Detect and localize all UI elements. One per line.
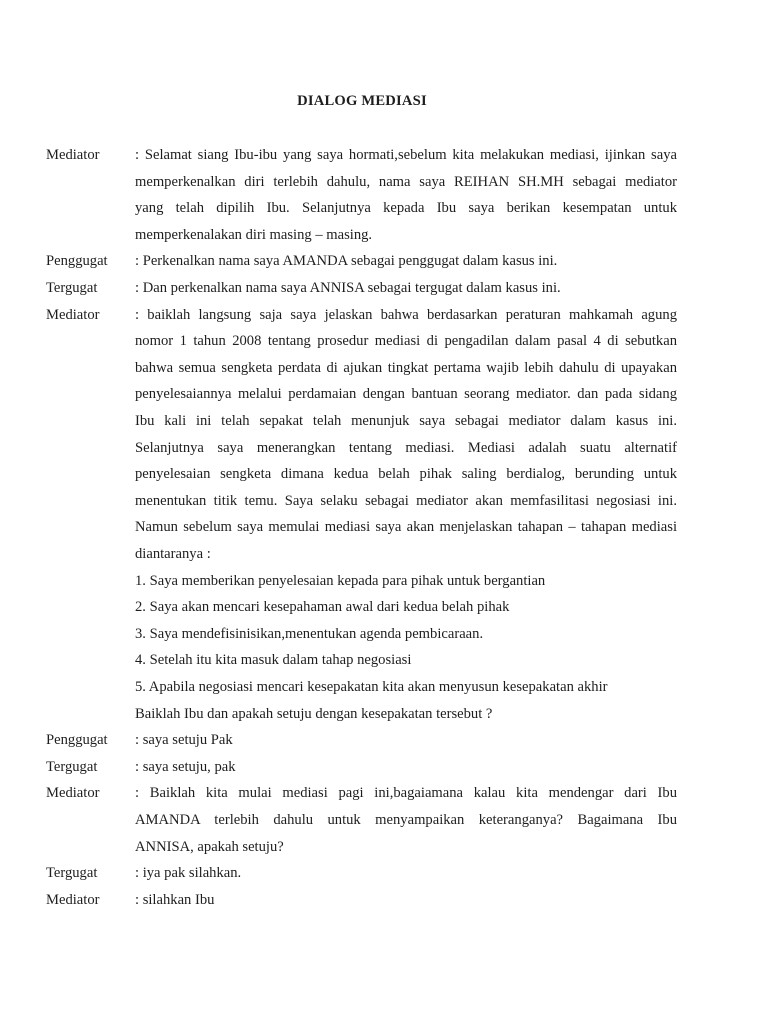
speaker-label: Tergugat <box>46 758 98 775</box>
dialog-utterance <box>135 248 677 275</box>
utterance-line: : saya setuju Pak <box>135 732 233 749</box>
utterance-line: 3. Saya mendefisinisikan,menentukan agenda pembicaraan. <box>135 625 484 642</box>
utterance-line: memperkenalakan diri masing – masing. <box>135 226 373 243</box>
dialog-utterance <box>135 754 677 781</box>
speaker-label: Penggugat <box>46 732 108 749</box>
dialog-utterance <box>135 275 677 302</box>
utterance-line: AMANDA terlebih dahulu untuk menyampaikan keteranganya? Bagaimana Ibu <box>135 811 677 828</box>
dialog-utterance <box>135 727 677 754</box>
utterance-line: : iya pak silahkan. <box>135 865 242 882</box>
utterance-line: 1. Saya memberikan penyelesaian kepada para pihak untuk bergantian <box>135 572 546 589</box>
utterance-line: yang telah dipilih Ibu. Selanjutnya kepada Ibu saya berikan kesempatan untuk <box>135 200 677 217</box>
utterance-line: Baiklah Ibu dan apakah setuju dengan kesepakatan tersebut ? <box>135 705 493 722</box>
utterance-line: ANNISA, apakah setuju? <box>135 838 284 855</box>
speaker-label: Mediator <box>46 891 100 908</box>
utterance-line: : Selamat siang Ibu-ibu yang saya hormati,sebelum kita melakukan mediasi, ijinkan saya <box>135 147 677 163</box>
dialog-utterance <box>135 860 677 887</box>
utterance-line: bahwa semua sengketa perdata di ajukan tingkat pertama wajib lebih dahulu di upayakan <box>135 359 677 376</box>
speaker-label: Tergugat <box>46 865 98 882</box>
speaker-label: Mediator <box>46 785 100 802</box>
utterance-line: : Perkenalkan nama saya AMANDA sebagai penggugat dalam kasus ini. <box>135 253 558 270</box>
speaker-label: Mediator <box>46 147 100 163</box>
utterance-line: menentukan titik temu. Saya selaku sebagai mediator akan memfasilitasi negosiasi ini. <box>135 492 677 509</box>
speaker-label: Tergugat <box>46 280 98 296</box>
utterance-line: Namun sebelum saya memulai mediasi saya akan menjelaskan tahapan – tahapan mediasi <box>135 519 677 536</box>
utterance-line: 4. Setelah itu kita masuk dalam tahap negosiasi <box>135 652 412 669</box>
dialog-utterance <box>135 302 677 728</box>
utterance-line: memperkenalkan diri terlebih dahulu, nama saya REIHAN SH.MH sebagai mediator <box>135 173 677 190</box>
utterance-line: : Dan perkenalkan nama saya ANNISA sebagai tergugat dalam kasus ini. <box>135 280 561 296</box>
utterance-line: diantaranya : <box>135 545 211 562</box>
speaker-label: Mediator <box>46 306 100 323</box>
dialog-utterance <box>135 142 677 248</box>
utterance-line: : Baiklah kita mulai mediasi pagi ini,bagaiamana kalau kita mendengar dari Ibu <box>135 785 677 802</box>
utterance-line: Selanjutnya saya menerangkan tentang mediasi. Mediasi adalah suatu alternatif <box>135 439 677 456</box>
utterance-line: Ibu kali ini telah sepakat telah menunjuk saya sebagai mediator dalam kasus ini. <box>135 412 677 429</box>
utterance-line: penyelesaian sengketa dimana kedua belah pihak saling berdialog, berunding untuk <box>135 466 677 483</box>
speaker-label: Penggugat <box>46 253 108 270</box>
utterance-line: : saya setuju, pak <box>135 758 236 775</box>
utterance-line: nomor 1 tahun 2008 tentang prosedur mediasi di pengadilan dalam pasal 4 di sebutkan <box>135 333 677 350</box>
utterance-line: : silahkan Ibu <box>135 891 215 908</box>
utterance-line: 2. Saya akan mencari kesepahaman awal dari kedua belah pihak <box>135 599 510 616</box>
utterance-line: 5. Apabila negosiasi mencari kesepakatan kita akan menyusun kesepakatan akhir <box>135 678 608 695</box>
dialog-utterance <box>135 887 677 914</box>
dialog-utterance <box>135 780 677 860</box>
document-title: DIALOG MEDIASI <box>297 93 427 109</box>
utterance-line: penyelesaiannya melalui perdamaian dengan bantuan seorang mediator. dan pada sidang <box>135 386 677 403</box>
utterance-line: : baiklah langsung saja saya jelaskan bahwa berdasarkan peraturan mahkamah agung <box>135 306 677 323</box>
